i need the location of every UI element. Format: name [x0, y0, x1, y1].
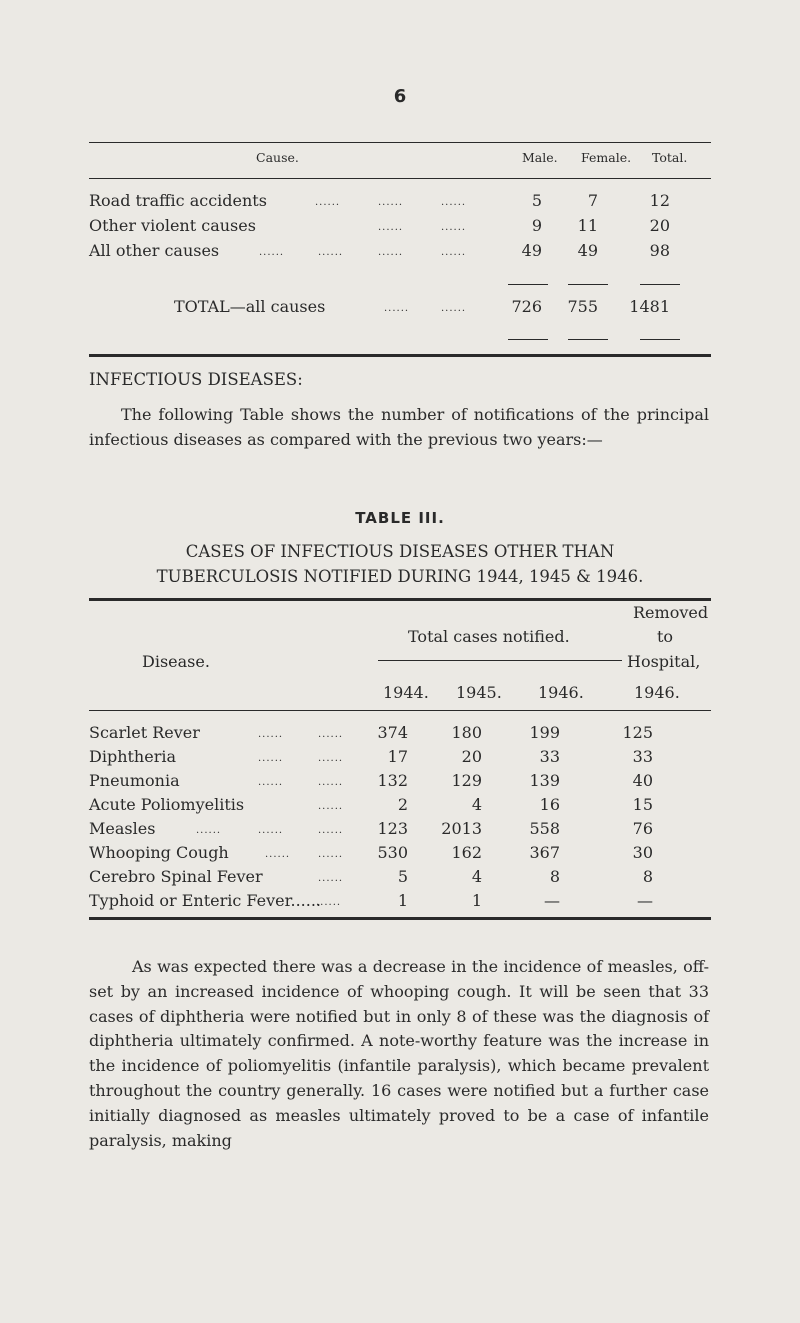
table3-header-span-rule [378, 660, 622, 661]
table3-row-1946: 8 [549, 867, 560, 886]
table3-header-disease: Disease. [142, 652, 210, 671]
table3-row-1946: 558 [529, 819, 560, 838]
sum-rule [640, 284, 680, 285]
body-paragraph: As was expected there was a decrease in the incidence of measles, off-set by an increased incidence of whooping cough. It will be seen that 33 cases of diphtheria were notified but in only 8 of these was the diagnosis of diphtheria ultimately confirmed. A note-worthy feature was the increase in the incidence of poliomyelitis (infantile paralysis), which became prevalent throughout the country generally. 16 cases were notified but a further case initially diagnosed as measles ultimately proved to be a case of infantile paralysis, making [89, 957, 709, 1150]
sum-rule [568, 339, 608, 340]
leader-dots: ...... [315, 197, 341, 208]
table1-row-male: 49 [521, 241, 542, 260]
table3-header-total-cases: Total cases notified. [408, 627, 570, 646]
table1-row-male: 9 [531, 216, 542, 235]
leader-dots: ...... [258, 753, 284, 764]
table3-row-1944: 1 [397, 891, 408, 910]
leader-dots: ...... [318, 777, 344, 788]
table1-header-male: Male. [522, 150, 558, 165]
table3-row-1945: 20 [461, 747, 482, 766]
table3-bottom-rule [89, 917, 711, 920]
table3-row-disease: Whooping Cough [89, 843, 229, 862]
leader-dots: ...... [316, 897, 342, 908]
table3-row-removed: 33 [632, 747, 653, 766]
table1-row-cause: Road traffic accidents [89, 191, 267, 210]
leader-dots: ...... [258, 729, 284, 740]
table3-row-1946: 199 [529, 723, 560, 742]
table3-row-removed: 8 [642, 867, 653, 886]
leader-dots: ...... [258, 825, 284, 836]
table3-header-removed: Removed [633, 603, 709, 622]
leader-dots: ...... [378, 247, 404, 258]
leader-dots: ...... [318, 753, 344, 764]
table3-row-1946: 33 [539, 747, 560, 766]
table3-header-hospital: Hospital, [627, 652, 701, 671]
table1-row-total: 12 [649, 191, 670, 210]
leader-dots: ...... [259, 247, 285, 258]
table1-total-female: 755 [567, 297, 598, 316]
table3-row-1946: 139 [529, 771, 560, 790]
table3-row-1946: 16 [539, 795, 560, 814]
leader-dots: ...... [378, 222, 404, 233]
table3-row-removed: 76 [632, 819, 653, 838]
table3-row-1946: 367 [529, 843, 560, 862]
table3-row-removed: 30 [632, 843, 653, 862]
leader-dots: ...... [441, 222, 467, 233]
leader-dots: ...... [258, 777, 284, 788]
leader-dots: ...... [318, 825, 344, 836]
table3-row-1945: 1 [471, 891, 482, 910]
table3-row-removed: 125 [622, 723, 653, 742]
leader-dots: ...... [318, 849, 344, 860]
table3-header-year-removed: 1946. [634, 683, 680, 702]
table3-row-1944: 374 [377, 723, 408, 742]
table3-row-1945: 2013 [441, 819, 482, 838]
table3-row-1945: 180 [451, 723, 482, 742]
table3-header-year-1946: 1946. [538, 683, 584, 702]
table1-row-cause: All other causes [89, 241, 220, 260]
table3-row-1944: 132 [377, 771, 408, 790]
table1-row-cause: Other violent causes [89, 216, 256, 235]
leader-dots: ...... [441, 303, 467, 314]
section-heading: INFECTIOUS DISEASES: [89, 370, 303, 389]
table-title-line-1: CASES OF INFECTIOUS DISEASES OTHER THAN [185, 542, 615, 561]
table1-header-female: Female. [581, 150, 632, 165]
table3-row-disease: Acute Poliomyelitis [89, 795, 245, 814]
leader-dots: ...... [318, 247, 344, 258]
table3-row-1946: — [544, 891, 560, 910]
table1-top-rule [89, 142, 711, 143]
table3-row-disease: Pneumonia [89, 771, 180, 790]
table1-bottom-rule [89, 354, 711, 357]
table3-row-removed: — [637, 891, 653, 910]
table3-row-1944: 5 [397, 867, 408, 886]
table3-row-disease: Diphtheria [89, 747, 176, 766]
table3-row-disease: Measles [89, 819, 156, 838]
leader-dots: ...... [318, 729, 344, 740]
table1-total-label: TOTAL—all causes [174, 297, 326, 316]
table-label: TABLE III. [355, 509, 445, 527]
sum-rule [508, 284, 548, 285]
sum-rule [508, 339, 548, 340]
table3-row-disease: Scarlet Rever [89, 723, 200, 742]
table3-row-1944: 123 [377, 819, 408, 838]
table3-row-removed: 15 [632, 795, 653, 814]
table-title-line-2: TUBERCULOSIS NOTIFIED DURING 1944, 1945 & 1946. [156, 567, 644, 586]
leader-dots: ...... [265, 849, 291, 860]
leader-dots: ...... [378, 197, 404, 208]
table1-header-rule [89, 178, 711, 179]
table3-row-1945: 4 [471, 867, 482, 886]
leader-dots: ...... [441, 247, 467, 258]
sum-rule [640, 339, 680, 340]
sum-rule [568, 284, 608, 285]
table3-row-disease: Cerebro Spinal Fever [89, 867, 263, 886]
table1-row-female: 11 [577, 216, 598, 235]
leader-dots: ...... [196, 825, 222, 836]
table1-header-cause: Cause. [256, 150, 299, 165]
table3-header-year-1944: 1944. [383, 683, 429, 702]
table1-row-male: 5 [531, 191, 542, 210]
table3-row-1944: 2 [397, 795, 408, 814]
leader-dots: ...... [441, 197, 467, 208]
table3-header-to: to [657, 627, 674, 646]
table3-header-rule [89, 710, 711, 711]
table1-row-female: 7 [587, 191, 598, 210]
table1-header-total: Total. [652, 150, 688, 165]
page-number: 6 [393, 86, 407, 107]
table3-row-removed: 40 [632, 771, 653, 790]
table3-top-rule [89, 598, 711, 601]
table3-row-1945: 129 [451, 771, 482, 790]
intro-paragraph: The following Table shows the number of notifications of the principal infectious diseases as compared with the previous two years:— [89, 405, 709, 449]
table1-row-total: 20 [649, 216, 670, 235]
table3-row-1944: 17 [387, 747, 408, 766]
table3-row-1945: 162 [451, 843, 482, 862]
leader-dots: ...... [384, 303, 410, 314]
table1-row-total: 98 [649, 241, 670, 260]
table3-row-disease: Typhoid or Enteric Fever...... [89, 891, 322, 910]
leader-dots: ...... [318, 873, 344, 884]
table1-row-female: 49 [577, 241, 598, 260]
leader-dots: ...... [318, 801, 344, 812]
table1-total-male: 726 [511, 297, 542, 316]
table3-row-1944: 530 [377, 843, 408, 862]
table1-total-total: 1481 [629, 297, 670, 316]
table3-row-1945: 4 [471, 795, 482, 814]
table3-header-year-1945: 1945. [456, 683, 502, 702]
